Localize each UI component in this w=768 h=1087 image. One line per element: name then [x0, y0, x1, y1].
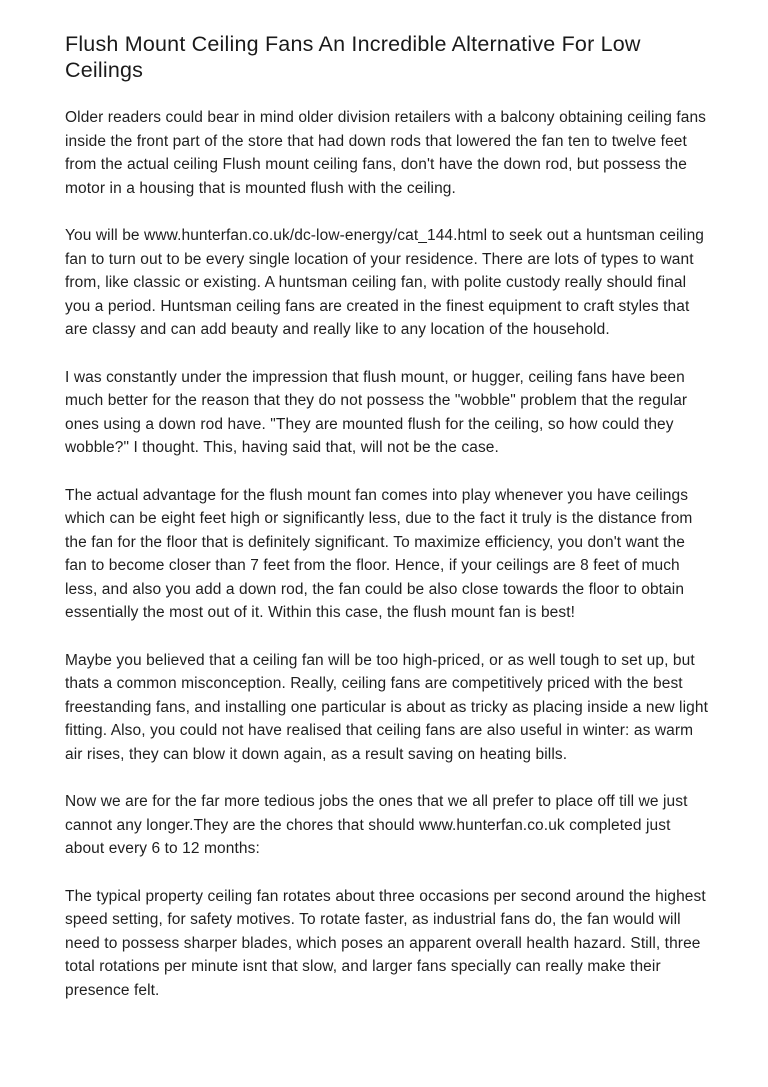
- text-line: from the actual ceiling Flush mount ceiling fans, don't have the down rod, but possess the: [65, 156, 687, 173]
- page-title-line: Flush Mount Ceiling Fans An Incredible Alternative For Low: [65, 32, 641, 56]
- text-line: Now we are for the far more tedious jobs the ones that we all prefer to place off till we just: [65, 793, 688, 810]
- text-line: you a period. Huntsman ceiling fans are created in the finest equipment to craft styles that: [65, 297, 690, 315]
- text-line: wobble?" I thought. This, having said that, will not be the case.: [65, 439, 499, 456]
- paragraph: [65, 484, 710, 625]
- text-line: fitting. Also, you could not have realised that ceiling fans are also useful in winter: as warm: [65, 722, 694, 739]
- text-line: fan to become closer than 7 feet from the floor. Hence, if your ceilings are 8 feet of much: [65, 557, 680, 574]
- paragraph: [65, 649, 710, 767]
- text-line: speed setting, for safety motives. To rotate faster, as industrial fans do, the fan would will: [65, 911, 681, 928]
- paragraph: [65, 224, 710, 342]
- text-line: fan to turn out to be every single location of your residence. There are lots of types to want: [65, 250, 694, 268]
- text-line: motor in a housing that is mounted flush with the ceiling.: [65, 179, 456, 197]
- text-line: about every 6 to 12 months:: [65, 840, 260, 857]
- text-line: I was constantly under the impression that flush mount, or hugger, ceiling fans have been: [65, 368, 685, 386]
- text-line: are classy and can add beauty and really like to any location of the household.: [65, 321, 610, 338]
- text-line: ones using a down rod have. "They are mounted flush for the ceiling, so how could they: [65, 415, 674, 433]
- text-line: essentially the most out of it. Within this case, the flush mount fan is best!: [65, 604, 576, 621]
- text-line: Older readers could bear in mind older division retailers with a balcony obtaining ceiling fans: [65, 109, 707, 126]
- paragraph: [65, 790, 710, 861]
- page-title-line: Ceilings: [65, 58, 144, 82]
- text-line: The typical property ceiling fan rotates about three occasions per second around the highest: [65, 887, 706, 905]
- page-title: [65, 31, 710, 83]
- text-line: air rises, they can blow it down again, as a result saving on heating bills.: [65, 745, 568, 763]
- text-line: less, and also you add a down rod, the fan could be also close towards the floor to obtain: [65, 580, 685, 598]
- text-line: from, like classic or existing. A huntsman ceiling fan, with polite custody really should final: [65, 274, 687, 291]
- paragraph: [65, 366, 710, 460]
- text-line: much better for the reason that they do not possess the "wobble" problem that the regular: [65, 392, 688, 409]
- paragraph: [65, 106, 710, 200]
- text-line: inside the front part of the store that had down rods that lowered the fan ten to twelve feet: [65, 132, 687, 150]
- text-line: cannot any longer.They are the chores that should www.hunterfan.co.uk completed just: [65, 816, 671, 834]
- text-line: need to possess sharper blades, which poses an apparent overall health hazard. Still, three: [65, 934, 701, 952]
- text-line: You will be www.hunterfan.co.uk/dc-low-energy/cat_144.html to seek out a huntsman ceiling: [65, 227, 705, 244]
- paragraph: [65, 885, 710, 1003]
- text-line: thats a common misconception. Really, ceiling fans are competitively priced with the best: [65, 675, 683, 692]
- text-line: which can be eight feet high or significantly less, due to the fact it truly is the distance from: [65, 510, 693, 527]
- text-line: presence felt.: [65, 981, 160, 999]
- text-line: freestanding fans, and installing one particular is about as tricky as placing inside a new light: [65, 698, 708, 716]
- text-line: Maybe you believed that a ceiling fan will be too high-priced, or as well tough to set up, but: [65, 651, 695, 669]
- text-line: the fan for the floor that is definitely significant. To maximize efficiency, you don't want the: [65, 533, 685, 551]
- text-line: total rotations per minute isnt that slow, and larger fans specially can really make their: [65, 958, 661, 975]
- text-line: The actual advantage for the flush mount fan comes into play whenever you have ceilings: [65, 486, 689, 504]
